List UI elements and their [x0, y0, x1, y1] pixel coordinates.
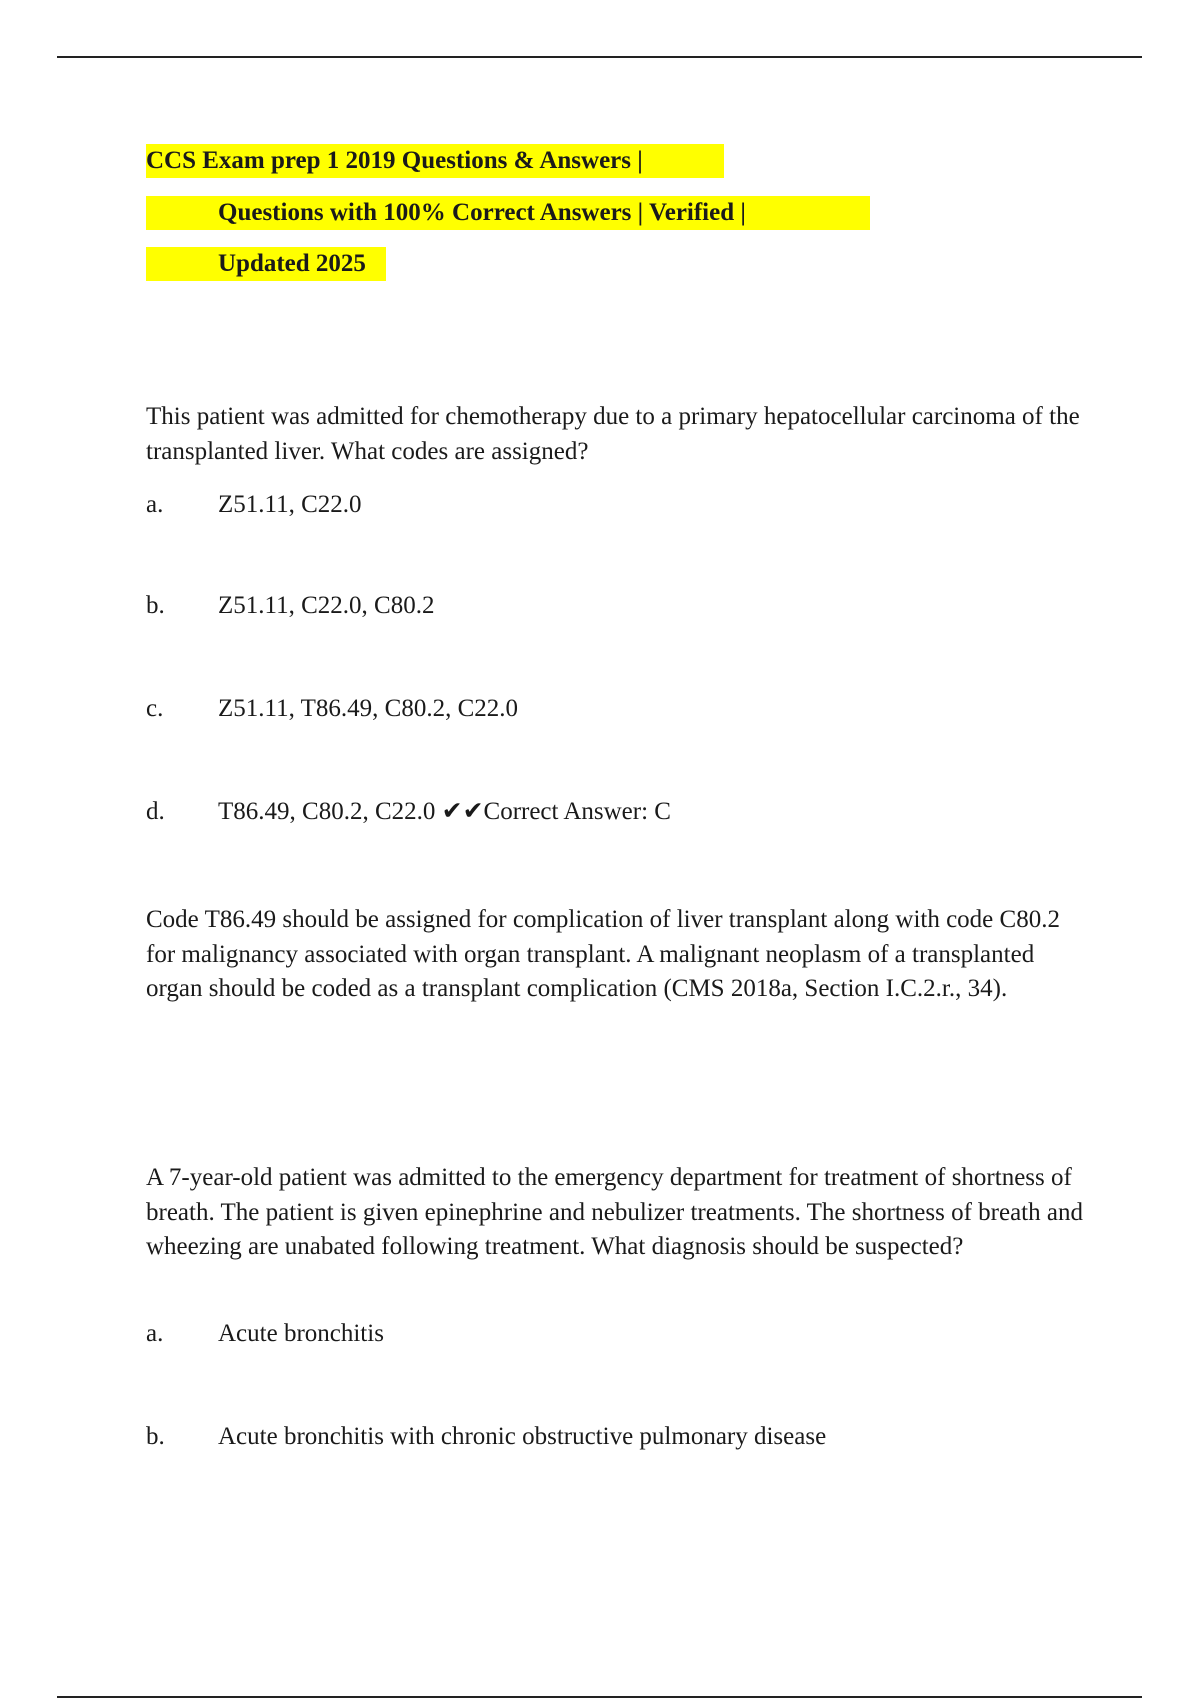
question-1-option-c [146, 692, 518, 726]
title-line-1: CCS Exam prep 1 2019 Questions & Answers | [146, 144, 724, 178]
question-1-option-d [146, 795, 671, 829]
option-text: Z51.11, T86.49, C80.2, C22.0 [218, 695, 519, 722]
bottom-rule [57, 1696, 1142, 1698]
option-letter: a. [146, 491, 164, 518]
option-letter: b. [146, 592, 165, 619]
option-letter: d. [146, 798, 165, 825]
question-1-explanation: Code T86.49 should be assigned for complication of liver transplant along with code C80.2 for malignancy associated with organ transplant. A malignant neoplasm of a transplanted organ should be coded as a transplant complication (CMS 2018a, Section I.C.2.r., 34). [146, 906, 1060, 1002]
question-1-option-a [146, 488, 362, 522]
option-letter: b. [146, 1423, 165, 1450]
option-text: Z51.11, C22.0, C80.2 [218, 592, 435, 619]
question-2-option-b [146, 1420, 826, 1454]
option-letter: c. [146, 695, 164, 722]
title-line-3: Updated 2025 [146, 247, 386, 281]
question-1-text: This patient was admitted for chemotherapy due to a primary hepatocellular carcinoma of the transplanted liver. What codes are assigned? [146, 403, 1080, 465]
option-text: Acute bronchitis with chronic obstructive pulmonary disease [218, 1423, 827, 1450]
title-line-2: Questions with 100% Correct Answers | Verified | [146, 196, 870, 230]
question-1-option-b [146, 589, 434, 623]
option-text: Acute bronchitis [218, 1320, 384, 1347]
option-letter: a. [146, 1320, 164, 1347]
option-text: Z51.11, C22.0 [218, 491, 362, 518]
question-2-option-a [146, 1317, 384, 1351]
option-text: T86.49, C80.2, C22.0 ✔✔Correct Answer: C [218, 798, 671, 825]
question-2-text: A 7-year-old patient was admitted to the emergency department for treatment of shortness of breath. The patient is given epinephrine and nebulizer treatments. The shortness of breath and wheezing are unabated following treatment. What diagnosis should be suspected? [146, 1164, 1083, 1260]
top-rule [57, 56, 1142, 58]
